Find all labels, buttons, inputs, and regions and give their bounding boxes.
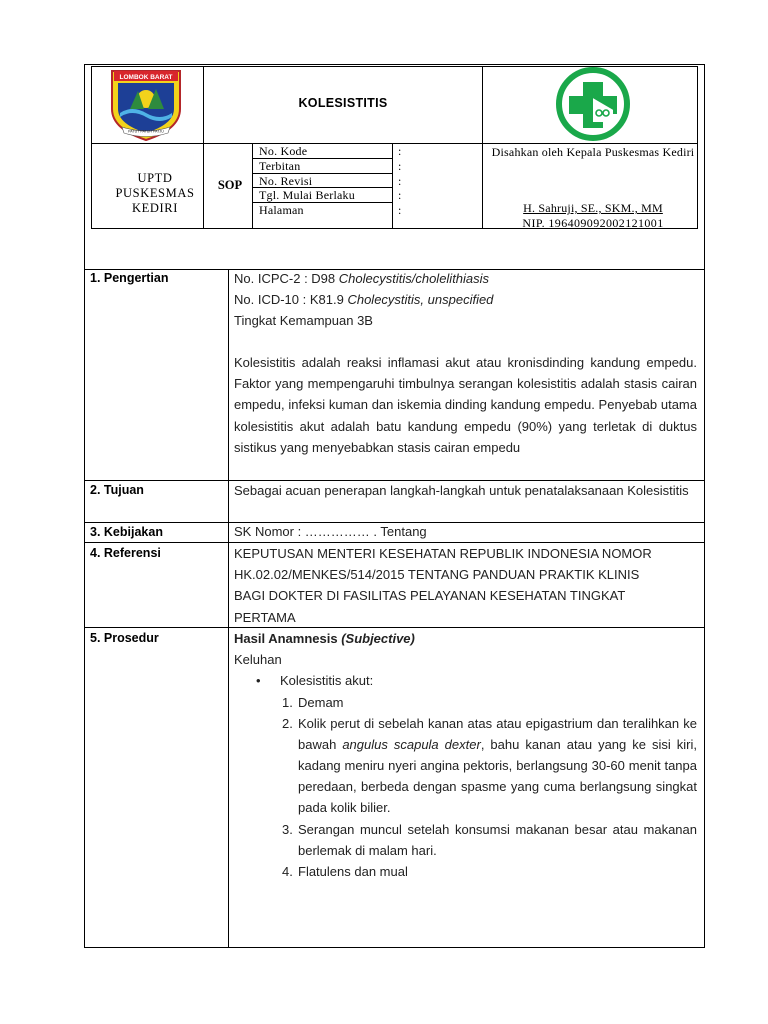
svg-text:LOMBOK BARAT: LOMBOK BARAT [119,74,173,81]
list-number: 3. [282,822,293,837]
svg-text:PATUT PATUH PATJU: PATUT PATUH PATJU [128,129,164,134]
icpc-code: No. ICPC-2 : D98 Cholecystitis/cholelithiasis [234,271,490,286]
approval-text: Disahkan oleh Kepala Puskesmas Kediri [491,145,695,159]
unit-line: KEDIRI [132,201,178,215]
list-item: Kolik perut di sebelah kanan atas atau epigastrium dan teralihkan ke bawah angulus scapula dexter, bahu kanan atau yang ke sisi kiri, kadang meniru nyeri angina pektoris, berlangsung 30-60 menit tanpa peredaan, berbeda dengan spasme yang cuma berlangsung singkat pada kolik bilier. [298,716,698,815]
meta-colon: : [398,188,402,202]
signer-nip: NIP. 196409092002121001 [522,216,664,230]
unit-line: UPTD [137,171,173,185]
puskesmas-logo [553,66,633,142]
signer-name: H. Sahruji, SE., SKM., MM [523,201,663,215]
section-label-tujuan: 2. Tujuan [90,483,144,497]
keluhan-label: Keluhan [234,652,282,667]
unit-line: PUSKESMAS [115,186,195,200]
procedure-heading: Hasil Anamnesis (Subjective) [234,631,415,646]
meta-colon: : [398,174,402,188]
bullet-icon: • [256,673,261,688]
page-title: KOLESISTITIS [298,96,388,110]
meta-label-kode: No. Kode [259,144,308,158]
meta-label-terbitan: Terbitan [259,159,301,173]
section-content-tujuan: Sebagai acuan penerapan langkah-langkah untuk penatalaksanaan Kolesistitis [234,483,689,498]
lombok-barat-logo [108,69,184,141]
section-content-pengertian [234,268,697,332]
competency-level: Tingkat Kemampuan 3B [234,313,373,329]
list-number: 1. [282,695,293,710]
section-label-referensi: 4. Referensi [90,546,161,560]
meta-label-halaman: Halaman [259,203,304,217]
bullet-kolesistitis-akut: Kolesistitis akut: [280,673,374,688]
section-label-prosedur: 5. Prosedur [90,631,159,645]
section-label-kebijakan: 3. Kebijakan [90,525,163,539]
section-content-kebijakan: SK Nomor : …………… . Tentang [234,524,427,539]
definition-paragraph: Kolesistitis adalah reaksi inflamasi akut atau kronisdinding kandung empedu. Faktor yang mempengaruhi timbulnya serangan kolesistitis adalah stasis cairan empedu, infeksi kuman dan iskemia dinding kandung empedu. Penyebab utama kolesistitis akut adalah batu kandung empedu (90%) yang terletak di duktus sistikus yang menyebabkan stasis cairan empedu [234,355,697,455]
icd-code: No. ICD-10 : K81.9 Cholecystitis, unspecified [234,292,494,308]
list-item: Demam [298,695,344,710]
meta-colon: : [398,203,402,217]
list-number: 4. [282,864,293,879]
meta-colon: : [398,159,402,173]
meta-label-tgl: Tgl. Mulai Berlaku [259,188,355,202]
list-item: Flatulens dan mual [298,864,408,879]
sop-label: SOP [217,178,243,192]
meta-label-revisi: No. Revisi [259,174,313,188]
unit-name [86,171,224,216]
meta-colon: : [398,144,402,158]
list-number: 2. [282,716,293,731]
section-label-pengertian: 1. Pengertian [90,271,169,285]
list-item: Serangan muncul setelah konsumsi makanan besar atau makanan berlemak di malam hari. [298,822,697,858]
section-content-referensi: KEPUTUSAN MENTERI KESEHATAN REPUBLIK INDONESIA NOMOR HK.02.02/MENKES/514/2015 TENTANG PANDUAN PRAKTIK KLINIS BAGI DOKTER DI FASILITAS PELAYANAN KESEHATAN TINGKAT PERTAMA [234,546,652,625]
